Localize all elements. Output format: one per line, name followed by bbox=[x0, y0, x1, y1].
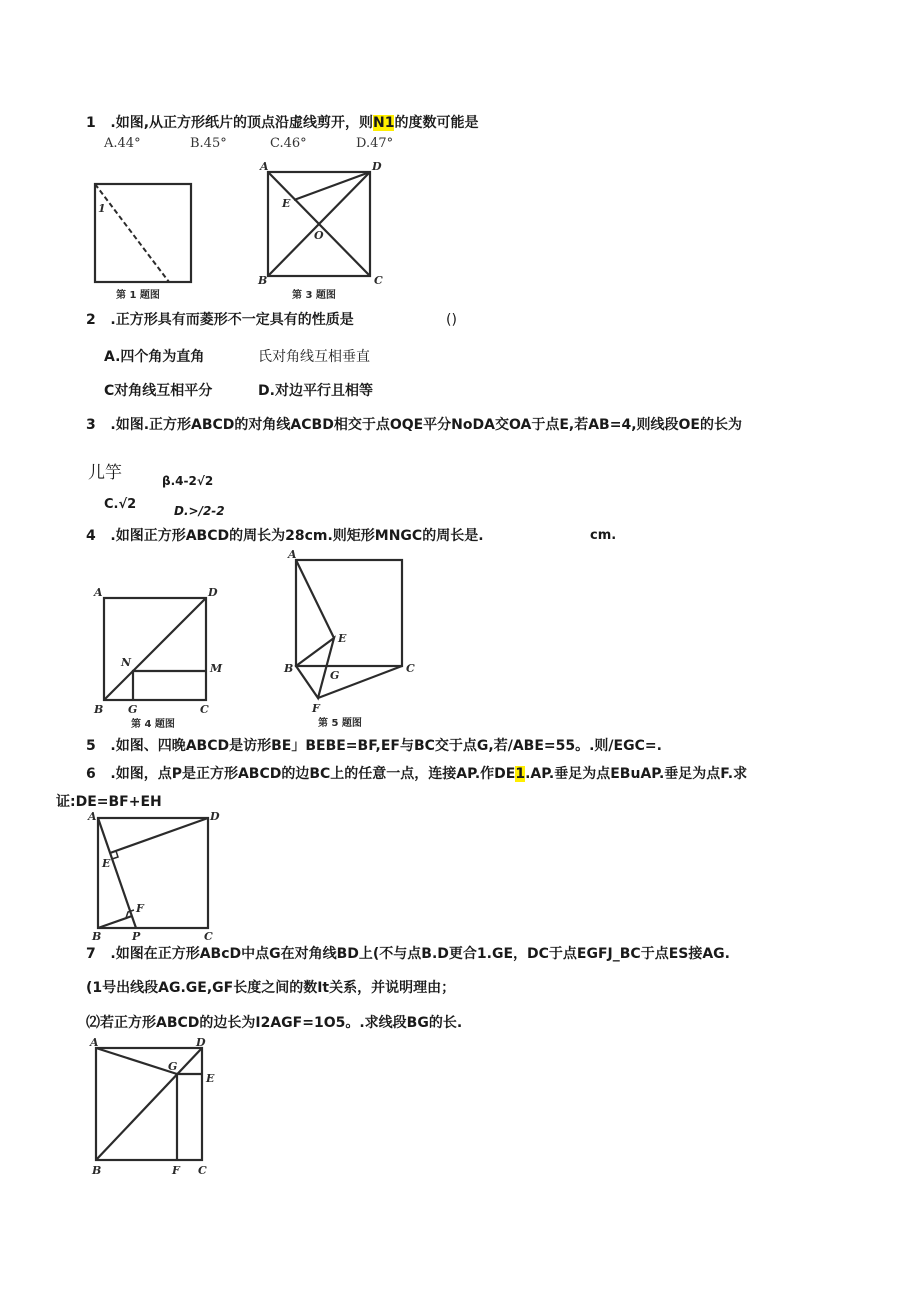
q2-text: .正方形具有而菱形不一定具有的性质是 bbox=[110, 312, 354, 328]
q7-text: .如图在正方形ABcD中点G在对角线BD上(不与点B.D更合1.GE，DC于点EGFJ_BC于点ES接AG. bbox=[110, 946, 730, 962]
fig3-label-a: A bbox=[260, 160, 269, 173]
fig5-label-a: A bbox=[288, 548, 297, 561]
q1-highlight: N1 bbox=[373, 115, 395, 131]
figure-7 bbox=[86, 1036, 226, 1178]
q2-option-a: A.四个角为直角 bbox=[104, 349, 205, 365]
q7-number: 7 bbox=[86, 946, 96, 962]
fig5-label-b: B bbox=[284, 662, 294, 675]
q1-option-a: A.44° bbox=[104, 136, 141, 151]
fig7-label-f: F bbox=[172, 1164, 180, 1177]
fig1-cut-line bbox=[95, 184, 169, 282]
fig3-caption: 第 3 题图 bbox=[292, 290, 336, 301]
fig1-angle-label: 1 bbox=[98, 202, 106, 215]
figure-6 bbox=[86, 808, 226, 944]
q1-text-end: 的度数可能是 bbox=[394, 115, 479, 131]
q1-line bbox=[86, 114, 478, 132]
fig5-square bbox=[296, 560, 402, 666]
fig6-label-b: B bbox=[92, 930, 102, 943]
q2-line bbox=[86, 311, 354, 329]
fig4-caption: 第 4 题图 bbox=[131, 719, 175, 730]
q7-line bbox=[86, 945, 730, 963]
q6-line-2: 证:DE=BF+EH bbox=[56, 794, 162, 810]
q1-number: 1 bbox=[86, 115, 96, 131]
fig4-rectangle-mngc bbox=[133, 671, 206, 700]
fig7-segments-gf-ge bbox=[177, 1074, 202, 1160]
q2-number: 2 bbox=[86, 312, 96, 328]
q6-number: 6 bbox=[86, 766, 96, 782]
fig3-label-d: D bbox=[372, 160, 382, 173]
fig4-label-g: G bbox=[128, 703, 138, 716]
fig4-label-d: D bbox=[208, 586, 218, 599]
fig3-label-o: O bbox=[314, 229, 324, 242]
fig3-label-e: E bbox=[282, 197, 291, 210]
fig7-label-g: G bbox=[168, 1060, 178, 1073]
figure-4 bbox=[88, 582, 228, 732]
q6-highlight: 1 bbox=[515, 766, 526, 782]
q4-text: .如图正方形ABCD的周长为28cm.则矩形MNGC的周长是. bbox=[110, 528, 484, 544]
q4-line bbox=[86, 527, 484, 545]
fig6-label-p: P bbox=[132, 930, 141, 943]
fig7-label-e: E bbox=[206, 1072, 215, 1085]
q5-line bbox=[86, 737, 662, 755]
fig6-label-f: F bbox=[136, 902, 144, 915]
fig6-square bbox=[98, 818, 208, 928]
fig7-label-d: D bbox=[196, 1036, 206, 1049]
fig3-segment-de bbox=[294, 172, 370, 200]
fig5-caption: 第 5 题图 bbox=[318, 718, 362, 729]
q2-option-d: D.对边平行且相等 bbox=[258, 383, 373, 399]
fig4-label-b: B bbox=[94, 703, 104, 716]
q3-number: 3 bbox=[86, 417, 96, 433]
q2-option-b: 氏对角线互相垂直 bbox=[258, 349, 370, 365]
fig5-segment-ae bbox=[296, 560, 334, 638]
figure-3 bbox=[252, 160, 402, 304]
fig1-square bbox=[95, 184, 191, 282]
figure-1 bbox=[88, 178, 198, 304]
fig1-caption: 第 1 题图 bbox=[116, 290, 160, 301]
fig4-diagonal-bd bbox=[104, 598, 206, 700]
fig6-segment-bf bbox=[98, 916, 132, 928]
fig4-label-m: M bbox=[210, 662, 223, 675]
fig5-triangle-bef bbox=[296, 638, 334, 698]
q3-option-c: C.√2 bbox=[104, 497, 137, 512]
q3-text: .如图.正方形ABCD的对角线ACBD相交于点OQE平分NoDA交OA于点E,若AB=4,则线段OE的长为 bbox=[110, 417, 742, 433]
q1-option-b: B.45° bbox=[190, 136, 227, 151]
fig6-label-a: A bbox=[88, 810, 97, 823]
q4-unit: cm. bbox=[590, 528, 617, 543]
q1-option-c: C.46° bbox=[270, 136, 307, 151]
fig3-label-c: C bbox=[374, 274, 383, 287]
fig6-segment-de bbox=[110, 818, 208, 853]
q5-text: .如图、四晚ABCD是访形BE」BEBE=BF,EF与BC交于点G,若/ABE=55。.则/EGC=. bbox=[110, 738, 662, 754]
fig6-label-c: C bbox=[204, 930, 213, 943]
q6-text-end: .AP.垂足为点EBuAP.垂足为点F.求 bbox=[525, 766, 748, 782]
fig7-segment-ag bbox=[96, 1048, 177, 1074]
figure-5 bbox=[282, 546, 422, 732]
q3-option-d: D.>/2-2 bbox=[174, 504, 225, 518]
fig4-label-n: N bbox=[121, 656, 132, 669]
q6-text: .如图，点P是正方形ABCD的边BC上的任意一点，连接AP.作DE bbox=[110, 766, 516, 782]
q1-text: .如图,从正方形纸片的顶点沿虚线剪开，则 bbox=[110, 115, 374, 131]
fig7-label-c: C bbox=[198, 1164, 207, 1177]
q3-option-a: 儿竽 bbox=[88, 463, 122, 483]
q3-option-b: β.4-2√2 bbox=[162, 474, 214, 488]
fig4-label-c: C bbox=[200, 703, 209, 716]
fig5-label-e: E bbox=[338, 632, 347, 645]
fig7-label-b: B bbox=[92, 1164, 102, 1177]
q5-number: 5 bbox=[86, 738, 96, 754]
fig5-label-g: G bbox=[330, 669, 340, 682]
q3-line bbox=[86, 416, 742, 434]
fig6-label-d: D bbox=[210, 810, 220, 823]
q1-option-d: D.47° bbox=[356, 136, 394, 151]
q2-option-c: C对角线互相平分 bbox=[104, 383, 213, 399]
q4-number: 4 bbox=[86, 528, 96, 544]
q7-sub-2: ⑵若正方形ABCD的边长为I2AGF=1O5。.求线段BG的长. bbox=[86, 1015, 463, 1031]
fig3-label-b: B bbox=[258, 274, 268, 287]
q7-sub-1: (1号出线段AG.GE,GF长度之间的数It关系，并说明理由； bbox=[86, 980, 456, 996]
fig4-label-a: A bbox=[94, 586, 103, 599]
fig7-label-a: A bbox=[90, 1036, 99, 1049]
q6-line bbox=[86, 765, 747, 783]
fig6-label-e: E bbox=[102, 857, 111, 870]
q2-paren: () bbox=[446, 312, 457, 328]
fig5-label-c: C bbox=[406, 662, 415, 675]
fig5-label-f: F bbox=[312, 702, 320, 715]
